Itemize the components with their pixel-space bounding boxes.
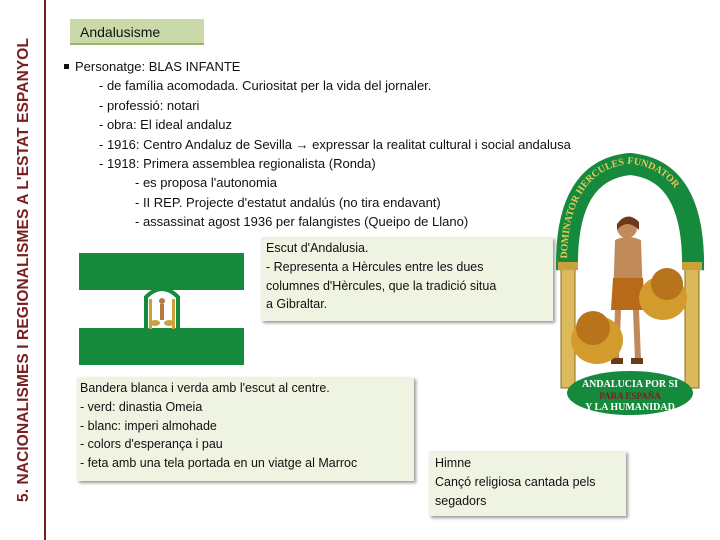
bullet-item: - es proposa l'autonomia (135, 175, 277, 191)
vertical-title-text: 5. NACIONALISMES I REGIONALISMES A L'ESTAT ESPANYOL (15, 37, 32, 503)
title-divider (44, 0, 46, 540)
andalusia-flag-image (79, 253, 244, 365)
crest-motto-line: PARA ESPAÑA (599, 391, 661, 401)
bullet-item: - 1918: Primera assemblea regionalista (Ronda) (99, 156, 376, 172)
section-tag: Andalusisme (70, 19, 204, 45)
bullet-item: - II REP. Projecte d'estatut andalús (no tira endavant) (135, 194, 441, 210)
bullet-item: Personatge: BLAS INFANTE (62, 57, 571, 76)
bandera-line: - colors d'esperança i pau (80, 437, 223, 452)
bandera-line: - feta amb una tela portada en un viatge al Marroc (80, 456, 358, 471)
himne-title: Himne (435, 456, 472, 470)
escut-line: a Gibraltar. (266, 297, 328, 312)
escut-caption-box (261, 237, 553, 321)
bullet-item: - professió: notari (99, 97, 200, 113)
crest-motto-line: Y LA HUMANIDAD (585, 402, 675, 413)
square-bullet-icon (64, 64, 69, 69)
bullet-item: - assassinat agost 1936 per falangistes (Queipo de Llano) (135, 214, 469, 230)
crest-motto-line: ANDALUCIA POR SI (581, 379, 679, 390)
crest-arch-text: DOMINATOR HERCULES FUNDATOR (558, 155, 682, 259)
bandera-caption-box (77, 377, 414, 481)
escut-line: - Representa a Hèrcules entre les dues (266, 259, 484, 274)
himne-caption-box (429, 451, 626, 516)
bullet-item: - de família acomodada. Curiositat per la vida del jornaler. (99, 78, 432, 94)
bullet-item: - obra: El ideal andaluz (99, 117, 232, 133)
bullet-item: - 1916: Centro Andaluz de Sevilla → expressar la realitat cultural i social andalusa (99, 136, 571, 152)
bandera-line: - blanc: imperi almohade (80, 418, 217, 433)
escut-line: columnes d'Hèrcules, que la tradició situa (266, 278, 497, 293)
escut-title: Escut d'Andalusia. (266, 241, 369, 255)
bullet-list (62, 57, 571, 232)
vertical-title (0, 0, 48, 540)
himne-line: Cançó religiosa cantada pels (435, 474, 596, 489)
andalusia-coat-of-arms-image (555, 150, 705, 420)
bandera-title: Bandera blanca i verda amb l'escut al centre. (80, 381, 330, 395)
himne-line: segadors (435, 493, 487, 508)
bandera-line: - verd: dinastia Omeia (80, 399, 203, 414)
flag-coat-of-arms-icon (142, 279, 182, 337)
